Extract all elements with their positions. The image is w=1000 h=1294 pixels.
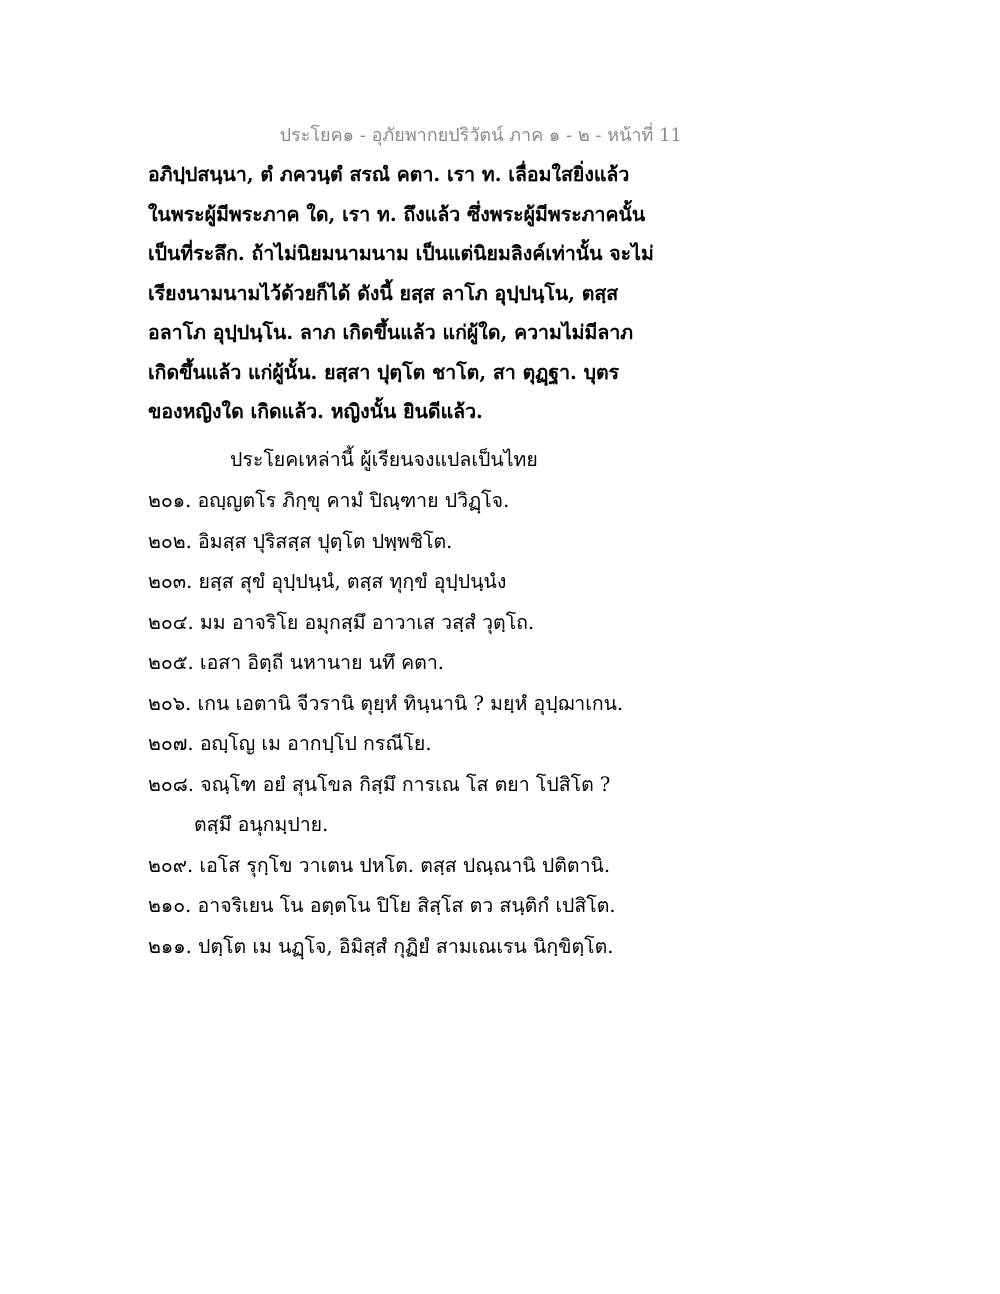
paragraph-line: เกิดขึ้นแล้ว แก่ผู้นั้น. ยสฺสา ปุตฺโต ชาโต, สา ตุฏฺฐา. บุตร bbox=[148, 360, 620, 384]
exercise-item-205: ๒๐๕. เอสา อิตฺถี นหานาย นทึ คตา. bbox=[148, 651, 444, 674]
paragraph-line: อลาโภ อุปฺปนฺโน. ลาภ เกิดขึ้นแล้ว แก่ผู้ใด, ความไม่มีลาภ bbox=[148, 321, 634, 344]
exercise-list bbox=[148, 481, 708, 967]
exercise-item-211: ๒๑๑. ปตฺโต เม นฏฺโจ, อิมิสฺสํ กุฏิยํ สามเณเรน นิกฺขิตฺโต. bbox=[148, 934, 614, 958]
paragraph-line: เรียงนามนามไว้ด้วยก็ได้ ดังนี้ ยสฺส ลาโภ อุปฺปนฺโน, ตสฺส bbox=[148, 281, 619, 305]
exercise-item-209: ๒๐๙. เอโส รุกฺโข วาเตน ปหโต. ตสฺส ปณฺณานิ ปติตานิ. bbox=[148, 853, 611, 877]
exercise-item-203: ๒๐๓. ยสฺส สุขํ อุปฺปนฺนํ, ตสฺส ทุกฺขํ อุปฺปนฺนํง bbox=[148, 570, 507, 593]
paragraph-line: เป็นที่ระลึก. ถ้าไม่นิยมนามนาม เป็นแต่นิยมลิงค์เท่านั้น จะไม่ bbox=[148, 242, 654, 265]
explanation-paragraph bbox=[148, 155, 708, 432]
exercise-item-207: ๒๐๗. อญฺโญ เม อากปฺโป กรณีโย. bbox=[148, 732, 432, 755]
paragraph-line: ของหญิงใด เกิดแล้ว. หญิงนั้น ยินดีแล้ว. bbox=[148, 400, 483, 423]
exercise-item-206: ๒๐๖. เกน เอตานิ จีวรานิ ตุยฺหํ ทินฺนานิ ? มยฺหํ อุปฺฌาเกน. bbox=[148, 691, 624, 715]
exercise-item-208: ๒๐๘. จณฺโฑ อยํ สุนโขล กิสฺมึ การเณ โส ตยา โปสิโต ? bbox=[148, 772, 611, 796]
exercise-item-202: ๒๐๒. อิมสฺส ปุริสสฺส ปุตฺโต ปพฺพชิโต. bbox=[148, 529, 453, 553]
exercise-item-204: ๒๐๔. มม อาจริโย อมุกสฺมึ อาวาเส วสฺสํ วุตฺโถ. bbox=[148, 610, 535, 634]
running-header: ประโยค๑ - อุภัยพากยปริวัตน์ ภาค ๑ - ๒ - หน้าที่ 11 bbox=[279, 125, 682, 146]
exercise-item-210: ๒๑๐. อาจริเยน โน อตฺตโน ปิโย สิสฺโส ตว สนฺติกํ เปสิโต. bbox=[148, 894, 616, 917]
exercise-instruction: ประโยคเหล่านี้ ผู้เรียนจงแปลเป็นไทย bbox=[230, 448, 538, 471]
paragraph-line: อภิปฺปสนฺนา, ตํ ภควนฺตํ สรณํ คตา. เรา ท. เลื่อมใสยิ่งแล้ว bbox=[148, 163, 630, 186]
exercise-item-208-continuation: ตสฺมึ อนุกมฺปาย. bbox=[194, 813, 329, 836]
paragraph-line: ในพระผู้มีพระภาค ใด, เรา ท. ถึงแล้ว ซึ่งพระผู้มีพระภาคนั้น bbox=[148, 202, 646, 226]
exercise-item-201: ๒๐๑. อญฺญตโร ภิกฺขุ คามํ ปิณฺฑาย ปวิฏฺโจ. bbox=[148, 489, 510, 512]
